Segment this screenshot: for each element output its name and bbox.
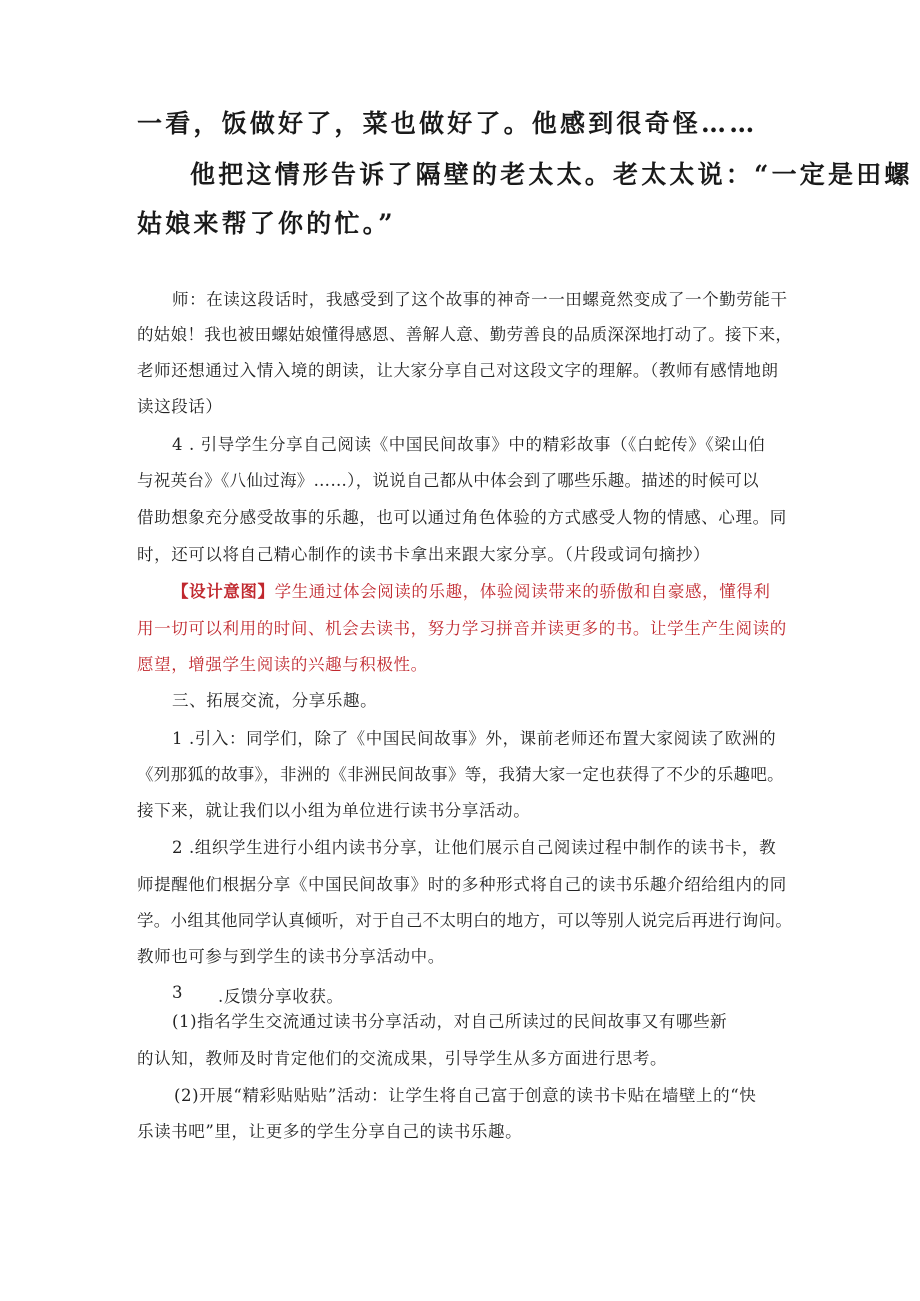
teacher-line-2: 的姑娘！我也被田螺姑娘懂得感恩、善解人意、勤劳善良的品质深深地打动了。接下来， bbox=[137, 325, 793, 344]
design-intent-line-2: 用一切可以利用的时间、机会去读书，努力学习拼音并读更多的书。让学生产生阅读的 bbox=[137, 619, 787, 638]
step3-p1-line-2: 的认知，教师及时肯定他们的交流成果，引导学生从多方面进行思考。 bbox=[137, 1049, 668, 1068]
design-intent-line-1 bbox=[172, 578, 787, 602]
step3-p1-line-1: (1)指名学生交流通过读书分享活动，对自己所读过的民间故事又有哪些新 bbox=[172, 1012, 728, 1031]
item4-line-3: 借助想象充分感受故事的乐趣，也可以通过角色体验的方式感受人物的情感、心理。同 bbox=[137, 508, 787, 527]
section-3-heading: 三、拓展交流，分享乐趣。 bbox=[172, 691, 378, 710]
step1-line-2: 《列那狐的故事》，非洲的《非洲民间故事》等，我猜大家一定也获得了不少的乐趣吧。 bbox=[137, 765, 784, 784]
step1-line-3: 接下来，就让我们以小组为单位进行读书分享活动。 bbox=[137, 801, 531, 820]
design-intent-tag: 【设计意图】 bbox=[172, 582, 275, 601]
design-intent-text: 学生通过体会阅读的乐趣，体验阅读带来的骄傲和自豪感，懂得利 bbox=[274, 582, 771, 601]
design-intent-line-3: 愿望，增强学生阅读的兴趣与积极性。 bbox=[137, 655, 428, 674]
story-line-1: 一看，饭做好了，菜也做好了。他感到很奇怪…… bbox=[137, 109, 758, 138]
story-line-3: 姑娘来帮了你的忙。” bbox=[137, 209, 396, 238]
step3-p2-line-1: (2)开展“精彩贴贴贴”活动：让学生将自己富于创意的读书卡贴在墙壁上的“快 bbox=[174, 1086, 757, 1105]
teacher-line-3: 老师还想通过入情入境的朗读，让大家分享自己对这段文字的理解。（教师有感情地朗 bbox=[137, 361, 779, 380]
item4-line-2: 与祝英台》《八仙过海》……），说说自己都从中体会到了哪些乐趣。描述的时候可以 bbox=[137, 471, 759, 490]
step1-line-1: 1 .引入：同学们，除了《中国民间故事》外，课前老师还布置大家阅读了欧洲的 bbox=[172, 729, 777, 748]
step2-line-1: 2 .组织学生进行小组内读书分享，让他们展示自己阅读过程中制作的读书卡，教 bbox=[172, 838, 777, 857]
step2-line-2: 师提醒他们根据分享《中国民间故事》时的多种形式将自己的读书乐趣介绍给组内的同 bbox=[137, 875, 787, 894]
step3-number: 3 bbox=[172, 983, 184, 1002]
story-line-2: 他把这情形告诉了隔壁的老太太。老太太说：“一定是田螺 bbox=[190, 160, 913, 189]
teacher-line-1: 师：在读这段话时，我感受到了这个故事的神奇一一田螺竟然变成了一个勤劳能干 bbox=[172, 290, 788, 309]
step3-heading: .反馈分享收获。 bbox=[218, 987, 344, 1006]
item4-line-1: 4 . 引导学生分享自己阅读《中国民间故事》中的精彩故事（《白蛇传》《梁山伯 bbox=[172, 435, 766, 454]
step2-line-4: 教师也可参与到学生的读书分享活动中。 bbox=[137, 947, 445, 966]
step2-line-3: 学。小组其他同学认真倾听，对于自己不太明白的地方，可以等别人说完后再进行询问。 bbox=[137, 911, 793, 930]
step3-p2-line-2: 乐读书吧”里，让更多的学生分享自己的读书乐趣。 bbox=[137, 1122, 523, 1141]
teacher-line-4: 读这段话） bbox=[137, 397, 223, 416]
item4-line-4: 时，还可以将自己精心制作的读书卡拿出来跟大家分享。（片段或词句摘抄） bbox=[137, 545, 711, 564]
